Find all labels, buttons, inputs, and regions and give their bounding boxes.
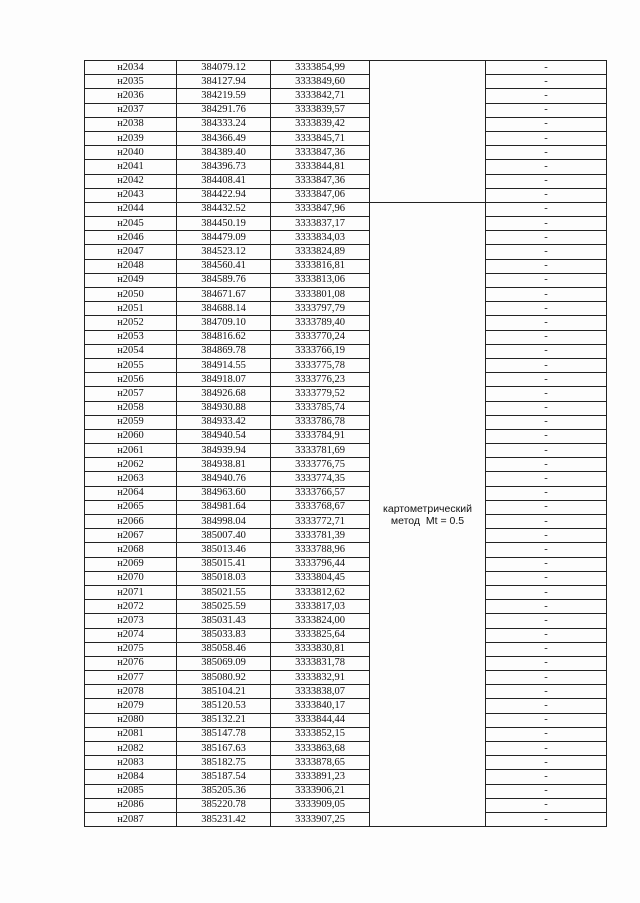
table-row [85,585,607,599]
y-coordinate-cell: 3333838,07 [271,685,370,699]
note-cell: - [486,756,607,770]
x-coordinate-cell: 385220.78 [177,798,271,812]
table-row [85,89,607,103]
note-cell: - [486,798,607,812]
note-cell: - [486,727,607,741]
point-id-cell: н2083 [85,756,177,770]
x-coordinate-cell: 384938.81 [177,458,271,472]
x-coordinate-cell: 385058.46 [177,642,271,656]
point-id-cell: н2076 [85,656,177,670]
point-id-cell: н2064 [85,486,177,500]
point-id-cell: н2054 [85,344,177,358]
point-id-cell: н2038 [85,117,177,131]
table-row [85,699,607,713]
table-row [85,600,607,614]
note-cell: - [486,571,607,585]
table-row [85,174,607,188]
note-cell: - [486,174,607,188]
point-id-cell: н2052 [85,316,177,330]
y-coordinate-cell: 3333797,79 [271,302,370,316]
y-coordinate-cell: 3333817,03 [271,600,370,614]
point-id-cell: н2068 [85,543,177,557]
x-coordinate-cell: 385015.41 [177,557,271,571]
note-cell: - [486,188,607,202]
point-id-cell: н2057 [85,387,177,401]
coordinates-table [84,60,607,827]
table-row [85,131,607,145]
x-coordinate-cell: 385031.43 [177,614,271,628]
x-coordinate-cell: 384930.88 [177,401,271,415]
table-row [85,231,607,245]
point-id-cell: н2049 [85,273,177,287]
x-coordinate-cell: 384479.09 [177,231,271,245]
table-row [85,415,607,429]
y-coordinate-cell: 3333804,45 [271,571,370,585]
note-cell: - [486,444,607,458]
x-coordinate-cell: 384926.68 [177,387,271,401]
note-cell: - [486,89,607,103]
x-coordinate-cell: 385080.92 [177,671,271,685]
y-coordinate-cell: 3333768,67 [271,500,370,514]
point-id-cell: н2053 [85,330,177,344]
y-coordinate-cell: 3333766,57 [271,486,370,500]
x-coordinate-cell: 384523.12 [177,245,271,259]
note-cell: - [486,713,607,727]
y-coordinate-cell: 3333878,65 [271,756,370,770]
y-coordinate-cell: 3333891,23 [271,770,370,784]
y-coordinate-cell: 3333844,81 [271,160,370,174]
table-row [85,756,607,770]
table-row [85,259,607,273]
x-coordinate-cell: 385013.46 [177,543,271,557]
note-cell: - [486,231,607,245]
note-cell: - [486,288,607,302]
x-coordinate-cell: 385167.63 [177,742,271,756]
x-coordinate-cell: 384914.55 [177,358,271,372]
x-coordinate-cell: 384869.78 [177,344,271,358]
note-cell: - [486,273,607,287]
point-id-cell: н2082 [85,742,177,756]
table-row [85,146,607,160]
note-cell: - [486,202,607,216]
point-id-cell: н2048 [85,259,177,273]
x-coordinate-cell: 385025.59 [177,600,271,614]
coordinates-table-body [85,61,607,827]
note-cell: - [486,316,607,330]
point-id-cell: н2074 [85,628,177,642]
table-row [85,557,607,571]
point-id-cell: н2079 [85,699,177,713]
note-cell: - [486,146,607,160]
y-coordinate-cell: 3333788,96 [271,543,370,557]
note-cell: - [486,61,607,75]
x-coordinate-cell: 384432.52 [177,202,271,216]
y-coordinate-cell: 3333844,44 [271,713,370,727]
y-coordinate-cell: 3333847,06 [271,188,370,202]
y-coordinate-cell: 3333907,25 [271,812,370,826]
y-coordinate-cell: 3333789,40 [271,316,370,330]
table-row [85,75,607,89]
method-accuracy: метод Mt = 0.5 [390,514,465,527]
x-coordinate-cell: 384422.94 [177,188,271,202]
y-coordinate-cell: 3333766,19 [271,344,370,358]
point-id-cell: н2081 [85,727,177,741]
table-row [85,812,607,826]
y-coordinate-cell: 3333781,69 [271,444,370,458]
y-coordinate-cell: 3333839,42 [271,117,370,131]
point-id-cell: н2084 [85,770,177,784]
point-id-cell: н2077 [85,671,177,685]
point-id-cell: н2043 [85,188,177,202]
x-coordinate-cell: 385187.54 [177,770,271,784]
y-coordinate-cell: 3333849,60 [271,75,370,89]
point-id-cell: н2066 [85,515,177,529]
note-cell: - [486,401,607,415]
y-coordinate-cell: 3333781,39 [271,529,370,543]
note-cell: - [486,529,607,543]
point-id-cell: н2067 [85,529,177,543]
point-id-cell: н2063 [85,472,177,486]
point-id-cell: н2036 [85,89,177,103]
point-id-cell: н2042 [85,174,177,188]
table-row [85,61,607,75]
point-id-cell: н2041 [85,160,177,174]
point-id-cell: н2069 [85,557,177,571]
note-cell: - [486,784,607,798]
note-cell: - [486,415,607,429]
table-row [85,245,607,259]
x-coordinate-cell: 385147.78 [177,727,271,741]
table-row [85,316,607,330]
note-cell: - [486,117,607,131]
y-coordinate-cell: 3333840,17 [271,699,370,713]
y-coordinate-cell: 3333832,91 [271,671,370,685]
note-cell: - [486,699,607,713]
y-coordinate-cell: 3333813,06 [271,273,370,287]
point-id-cell: н2047 [85,245,177,259]
table-row [85,685,607,699]
table-row [85,444,607,458]
x-coordinate-cell: 384933.42 [177,415,271,429]
point-id-cell: н2073 [85,614,177,628]
y-coordinate-cell: 3333779,52 [271,387,370,401]
note-cell: - [486,344,607,358]
x-coordinate-cell: 385132.21 [177,713,271,727]
note-cell: - [486,330,607,344]
x-coordinate-cell: 384940.76 [177,472,271,486]
x-coordinate-cell: 385069.09 [177,656,271,670]
table-row [85,103,607,117]
x-coordinate-cell: 385120.53 [177,699,271,713]
point-id-cell: н2065 [85,500,177,514]
table-row [85,358,607,372]
note-cell: - [486,429,607,443]
y-coordinate-cell: 3333786,78 [271,415,370,429]
note-cell: - [486,671,607,685]
table-row [85,273,607,287]
table-row [85,486,607,500]
y-coordinate-cell: 3333812,62 [271,585,370,599]
point-id-cell: н2034 [85,61,177,75]
table-row [85,117,607,131]
y-coordinate-cell: 3333863,68 [271,742,370,756]
point-id-cell: н2050 [85,288,177,302]
table-row [85,515,607,529]
table-row [85,472,607,486]
x-coordinate-cell: 384963.60 [177,486,271,500]
x-coordinate-cell: 384366.49 [177,131,271,145]
table-row [85,784,607,798]
note-cell: - [486,373,607,387]
table-row [85,543,607,557]
x-coordinate-cell: 384450.19 [177,217,271,231]
x-coordinate-cell: 384291.76 [177,103,271,117]
method-name: картометрический [383,502,472,515]
point-id-cell: н2059 [85,415,177,429]
x-coordinate-cell: 384127.94 [177,75,271,89]
y-coordinate-cell: 3333909,05 [271,798,370,812]
note-cell: - [486,614,607,628]
x-coordinate-cell: 384998.04 [177,515,271,529]
table-row [85,798,607,812]
point-id-cell: н2056 [85,373,177,387]
table-row [85,529,607,543]
y-coordinate-cell: 3333816,81 [271,259,370,273]
table-row [85,500,607,514]
y-coordinate-cell: 3333830,81 [271,642,370,656]
table-row [85,188,607,202]
method-cell [370,202,486,826]
x-coordinate-cell: 384560.41 [177,259,271,273]
point-id-cell: н2070 [85,571,177,585]
y-coordinate-cell: 3333776,23 [271,373,370,387]
y-coordinate-cell: 3333852,15 [271,727,370,741]
point-id-cell: н2071 [85,585,177,599]
table-row [85,373,607,387]
x-coordinate-cell: 384396.73 [177,160,271,174]
note-cell: - [486,742,607,756]
point-id-cell: н2061 [85,444,177,458]
point-id-cell: н2044 [85,202,177,216]
note-cell: - [486,642,607,656]
x-coordinate-cell: 384408.41 [177,174,271,188]
note-cell: - [486,685,607,699]
y-coordinate-cell: 3333847,96 [271,202,370,216]
x-coordinate-cell: 384219.59 [177,89,271,103]
note-cell: - [486,358,607,372]
note-cell: - [486,458,607,472]
table-row [85,429,607,443]
table-row [85,671,607,685]
method-cell-empty [370,61,486,203]
table-row [85,330,607,344]
note-cell: - [486,585,607,599]
x-coordinate-cell: 384589.76 [177,273,271,287]
note-cell: - [486,103,607,117]
y-coordinate-cell: 3333831,78 [271,656,370,670]
note-cell: - [486,75,607,89]
note-cell: - [486,500,607,514]
point-id-cell: н2086 [85,798,177,812]
x-coordinate-cell: 384671.67 [177,288,271,302]
y-coordinate-cell: 3333775,78 [271,358,370,372]
x-coordinate-cell: 384939.94 [177,444,271,458]
y-coordinate-cell: 3333825,64 [271,628,370,642]
x-coordinate-cell: 384709.10 [177,316,271,330]
y-coordinate-cell: 3333784,91 [271,429,370,443]
point-id-cell: н2040 [85,146,177,160]
note-cell: - [486,557,607,571]
y-coordinate-cell: 3333796,44 [271,557,370,571]
x-coordinate-cell: 385104.21 [177,685,271,699]
x-coordinate-cell: 385231.42 [177,812,271,826]
note-cell: - [486,543,607,557]
table-row [85,742,607,756]
x-coordinate-cell: 384918.07 [177,373,271,387]
x-coordinate-cell: 384981.64 [177,500,271,514]
y-coordinate-cell: 3333801,08 [271,288,370,302]
y-coordinate-cell: 3333770,24 [271,330,370,344]
note-cell: - [486,486,607,500]
point-id-cell: н2075 [85,642,177,656]
y-coordinate-cell: 3333824,89 [271,245,370,259]
y-coordinate-cell: 3333824,00 [271,614,370,628]
table-row [85,770,607,784]
x-coordinate-cell: 384079.12 [177,61,271,75]
note-cell: - [486,656,607,670]
table-row [85,401,607,415]
table-row [85,458,607,472]
point-id-cell: н2080 [85,713,177,727]
y-coordinate-cell: 3333906,21 [271,784,370,798]
y-coordinate-cell: 3333834,03 [271,231,370,245]
y-coordinate-cell: 3333842,71 [271,89,370,103]
point-id-cell: н2060 [85,429,177,443]
note-cell: - [486,217,607,231]
table-row [85,628,607,642]
y-coordinate-cell: 3333845,71 [271,131,370,145]
note-cell: - [486,387,607,401]
x-coordinate-cell: 384389.40 [177,146,271,160]
x-coordinate-cell: 385033.83 [177,628,271,642]
table-row [85,302,607,316]
note-cell: - [486,259,607,273]
y-coordinate-cell: 3333772,71 [271,515,370,529]
note-cell: - [486,302,607,316]
note-cell: - [486,600,607,614]
point-id-cell: н2078 [85,685,177,699]
table-row [85,713,607,727]
x-coordinate-cell: 385018.03 [177,571,271,585]
point-id-cell: н2087 [85,812,177,826]
y-coordinate-cell: 3333837,17 [271,217,370,231]
note-cell: - [486,472,607,486]
table-row [85,571,607,585]
table-row [85,614,607,628]
point-id-cell: н2039 [85,131,177,145]
y-coordinate-cell: 3333847,36 [271,174,370,188]
note-cell: - [486,245,607,259]
x-coordinate-cell: 384940.54 [177,429,271,443]
note-cell: - [486,628,607,642]
point-id-cell: н2085 [85,784,177,798]
y-coordinate-cell: 3333854,99 [271,61,370,75]
point-id-cell: н2062 [85,458,177,472]
point-id-cell: н2037 [85,103,177,117]
table-row [85,202,607,216]
table-row [85,656,607,670]
table-row [85,344,607,358]
x-coordinate-cell: 385205.36 [177,784,271,798]
y-coordinate-cell: 3333785,74 [271,401,370,415]
x-coordinate-cell: 385021.55 [177,585,271,599]
point-id-cell: н2072 [85,600,177,614]
point-id-cell: н2055 [85,358,177,372]
table-row [85,387,607,401]
note-cell: - [486,515,607,529]
note-cell: - [486,812,607,826]
point-id-cell: н2058 [85,401,177,415]
x-coordinate-cell: 384816.62 [177,330,271,344]
point-id-cell: н2046 [85,231,177,245]
x-coordinate-cell: 385007.40 [177,529,271,543]
table-row [85,727,607,741]
table-row [85,642,607,656]
note-cell: - [486,160,607,174]
point-id-cell: н2051 [85,302,177,316]
y-coordinate-cell: 3333839,57 [271,103,370,117]
table-row [85,217,607,231]
y-coordinate-cell: 3333847,36 [271,146,370,160]
point-id-cell: н2045 [85,217,177,231]
table-row [85,160,607,174]
note-cell: - [486,131,607,145]
y-coordinate-cell: 3333774,35 [271,472,370,486]
x-coordinate-cell: 385182.75 [177,756,271,770]
y-coordinate-cell: 3333776,75 [271,458,370,472]
note-cell: - [486,770,607,784]
x-coordinate-cell: 384688.14 [177,302,271,316]
point-id-cell: н2035 [85,75,177,89]
table-row [85,288,607,302]
x-coordinate-cell: 384333.24 [177,117,271,131]
